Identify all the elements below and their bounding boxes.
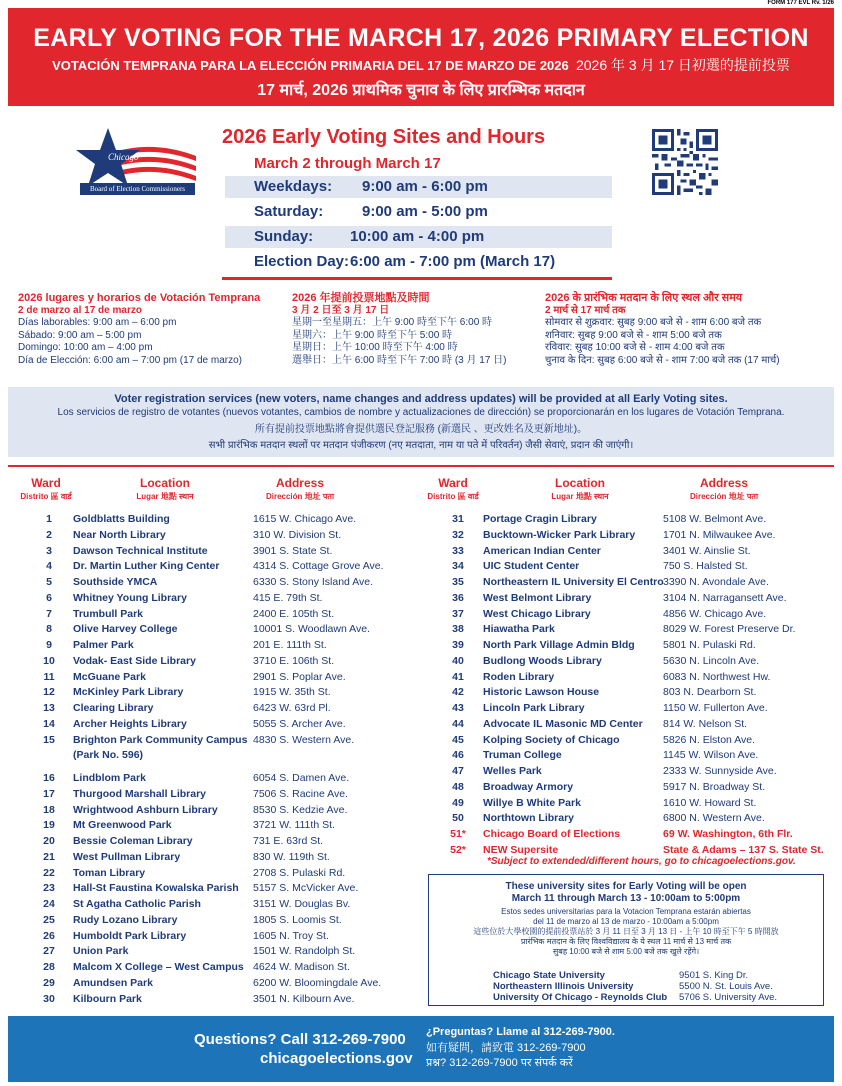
- site-address: 3151 W. Douglas Bv.: [253, 898, 351, 910]
- chinese-hours-line: 星期六：上午 9:00 時至下午 5:00 時: [292, 329, 453, 341]
- site-address: 310 W. Division St.: [253, 528, 342, 541]
- site-address: 1145 W. Wilson Ave.: [663, 749, 759, 762]
- site-location: Bucktown-Wicker Park Library: [483, 528, 636, 541]
- divider: [222, 277, 612, 280]
- contact-translations: [426, 1025, 615, 1072]
- site-location: Southside YMCA: [73, 576, 158, 588]
- ward-number: 1: [46, 513, 52, 525]
- hindi-hours-line: रविवार: सुबह 10:00 बजे से - शाम 4:00 बजे तक: [545, 342, 725, 353]
- spanish-hours-line: Días laborables: 9:00 am – 6:00 pm: [18, 317, 177, 328]
- ward-number: 11: [43, 670, 55, 683]
- site-location: Roden Library: [483, 670, 555, 683]
- site-address: 4830 S. Western Ave.: [253, 733, 355, 746]
- site-location: Rudy Lozano Library: [73, 913, 178, 926]
- site-address: 5157 S. McVicker Ave.: [253, 882, 359, 895]
- ward-number: 36: [452, 591, 464, 604]
- address-header-label: Address: [699, 476, 749, 490]
- site-location: West Chicago Library: [483, 607, 591, 620]
- university-hindi: प्रारंभिक मतदान के लिए विश्वविद्यालय के ये स्थल 11 मार्च से 13 मार्च तक: [520, 937, 732, 946]
- ward-number: 21: [43, 850, 55, 863]
- site-address: 201 E. 111th St.: [253, 639, 327, 651]
- site-location: Portage Cragin Library: [483, 513, 597, 525]
- ward-number: 45: [452, 733, 464, 746]
- site-address: 3721 W. 111th St.: [253, 819, 335, 832]
- site-location: Dawson Technical Institute: [73, 544, 208, 557]
- site-address: 8530 S. Kedzie Ave.: [253, 803, 348, 816]
- ward-number: 50: [452, 812, 464, 825]
- site-address: 6083 N. Northwest Hw.: [663, 670, 771, 683]
- contact-footer: [8, 1016, 834, 1082]
- ward-number: 31: [452, 513, 464, 525]
- hindi-hours-line: सोमवार से शुक्रवार: सुबह 9:00 बजे से - शाम 6:00 बजे तक: [545, 317, 762, 328]
- site-location: Near North Library: [73, 528, 166, 541]
- site-address: State & Adams – 137 S. State St.: [663, 843, 824, 856]
- ward-number: 8: [46, 623, 52, 636]
- site-address: 2333 W. Sunnyside Ave.: [663, 765, 777, 777]
- site-address: 803 N. Dearborn St.: [663, 686, 757, 699]
- site-address: 750 S. Halsted St.: [663, 560, 748, 573]
- ward-number: 20: [43, 835, 55, 847]
- ward-number: 12: [43, 686, 55, 699]
- ward-number: 19: [43, 819, 55, 832]
- location-header: [515, 476, 645, 502]
- spanish-hours-line: Domingo: 10:00 am – 4:00 pm: [18, 342, 153, 353]
- contact-hindi: प्रश्न? 312-269-7900 पर संपर्क करें: [426, 1057, 573, 1069]
- university-site-address: 5500 N. St. Louis Ave.: [679, 981, 773, 992]
- university-site-name: Northeastern Illinois University: [493, 981, 634, 992]
- site-location: Palmer Park: [73, 639, 134, 651]
- location-header-label: Location: [140, 476, 190, 490]
- spanish-hours-line: Día de Elección: 6:00 am – 7:00 pm (17 de marzo): [18, 354, 243, 366]
- ward-number: 27: [43, 945, 55, 958]
- site-location: Olive Harvey College: [73, 623, 178, 636]
- title-banner: [8, 8, 834, 106]
- site-address: 4624 W. Madison St.: [253, 961, 350, 973]
- location-header-sub: Lugar 地點 स्थान: [551, 492, 609, 501]
- site-address: 6200 W. Bloomingdale Ave.: [253, 976, 382, 989]
- ward-number: 10: [43, 654, 55, 667]
- spanish-hours-dates: 2 de marzo al 17 de marzo: [18, 304, 142, 316]
- site-location: Hall-St Faustina Kowalska Parish: [73, 882, 239, 895]
- hours-title: 2026 Early Voting Sites and Hours: [222, 126, 546, 148]
- site-address: 1610 W. Howard St.: [663, 796, 757, 809]
- ward-number: 40: [452, 654, 464, 667]
- site-location: Kilbourn Park: [73, 992, 142, 1005]
- site-location: West Belmont Library: [483, 591, 592, 604]
- hours-day: Election Day:: [254, 253, 350, 270]
- site-address: 10001 S. Woodlawn Ave.: [253, 623, 370, 636]
- site-address: 4856 W. Chicago Ave.: [663, 607, 767, 620]
- questions-phone: Questions? Call 312-269-7900: [194, 1031, 406, 1048]
- chinese-hours-block: [292, 292, 507, 367]
- ward-number: 26: [43, 929, 55, 942]
- site-address: 3401 W. Ainslie St.: [663, 544, 751, 557]
- site-location: Union Park: [73, 945, 129, 958]
- notice-english: Voter registration services (new voters, name changes and address updates) will be provided at all Early Voting sites.: [114, 393, 728, 405]
- university-site-address: 5706 S. University Ave.: [679, 992, 778, 1003]
- hours-time: 10:00 am - 4:00 pm: [350, 228, 485, 245]
- site-location: Kolping Society of Chicago: [483, 733, 620, 746]
- site-address: 4314 S. Cottage Grove Ave.: [253, 560, 384, 573]
- site-address: 2708 S. Pulaski Rd.: [253, 866, 346, 879]
- hours-row-saturday: [225, 201, 612, 223]
- site-location: Chicago Board of Elections: [483, 828, 621, 840]
- spanish-hours-block: [18, 292, 260, 367]
- location-header: [100, 476, 230, 502]
- chinese-hours-dates: 3 月 2 日至 3 月 17 日: [292, 304, 390, 316]
- chinese-hours-line: 星期日：上午 10:00 時至下午 4:00 時: [292, 342, 458, 353]
- site-address: 814 W. Nelson St.: [663, 717, 748, 730]
- ward-number: 41: [452, 670, 464, 683]
- site-location: Archer Heights Library: [73, 717, 187, 730]
- site-location: McGuane Park: [73, 670, 146, 683]
- university-sites-box: [428, 874, 824, 1006]
- university-spanish: Estos sedes universitarias para la Votacion Temprana estarán abiertas: [501, 907, 751, 916]
- ward-number: 28: [43, 961, 55, 973]
- spanish-hours-line: Sábado: 9:00 am – 5:00 pm: [18, 329, 142, 341]
- title-hindi: 17 मार्च, 2026 प्राथमिक चुनाव के लिए प्रारम्भिक मतदान: [257, 82, 585, 99]
- hours-time: 9:00 am - 5:00 pm: [362, 203, 488, 220]
- site-address: 5108 W. Belmont Ave.: [663, 513, 767, 525]
- ward-number: 48: [452, 780, 464, 793]
- hindi-hours-title: 2026 के प्रारंभिक मतदान के लिए स्थल और समय: [545, 292, 743, 304]
- site-location: McKinley Park Library: [73, 686, 184, 699]
- hindi-hours-block: [545, 292, 780, 367]
- ward-number: 13: [43, 702, 55, 714]
- hours-day: Sunday:: [254, 228, 314, 245]
- site-address: 2901 S. Poplar Ave.: [253, 670, 346, 683]
- ward-number: 23: [43, 882, 55, 895]
- ward-number: 51*: [450, 828, 466, 840]
- site-address: 3901 S. State St.: [253, 544, 333, 557]
- chinese-hours-line: 選舉日：上午 6:00 時至下午 7:00 時 (3 月 17 日): [292, 354, 507, 366]
- university-dates: March 11 through March 13 - 10:00am to 5:00pm: [511, 893, 741, 904]
- ward-number: 49: [452, 796, 464, 809]
- ward-number: 46: [452, 749, 464, 762]
- university-site-name: University Of Chicago - Reynolds Club: [493, 992, 668, 1003]
- site-address: 1805 S. Loomis St.: [253, 913, 342, 926]
- ward-number: 32: [452, 528, 464, 541]
- site-address: 1915 W. 35th St.: [253, 686, 331, 699]
- ward-number: 14: [43, 717, 55, 730]
- hours-time: 9:00 am - 6:00 pm: [362, 178, 488, 195]
- site-location: Northtown Library: [483, 812, 574, 825]
- hours-day: Saturday:: [254, 203, 324, 220]
- ward-number: 30: [43, 992, 55, 1005]
- qr-code-icon[interactable]: [652, 129, 718, 195]
- ward-header-label: Ward: [438, 476, 468, 490]
- university-chinese: 這些位於大學校園的提前投票站於 3 月 11 日至 3 月 13 日 - 上午 10 時至下午 5 時開放: [473, 927, 779, 936]
- ward-number: 39: [452, 639, 464, 651]
- address-header-sub: Dirección 地址 पता: [265, 492, 335, 501]
- hindi-hours-line: शनिवार: सुबह 9:00 बजे से - शाम 5:00 बजे तक: [545, 329, 722, 341]
- university-heading: These university sites for Early Voting will be open: [505, 881, 747, 892]
- site-location-detail: (Park No. 596): [73, 749, 144, 762]
- site-address: 5917 N. Broadway St.: [663, 780, 766, 793]
- site-location: Brighton Park Community Campus: [73, 733, 248, 746]
- university-hindi-hours: सुबह 10:00 बजे से शाम 5:00 बजे तक खुले रहेंगे।: [552, 947, 700, 956]
- site-address: 1150 W. Fullerton Ave.: [663, 702, 768, 714]
- site-location: Vodak- East Side Library: [73, 654, 196, 667]
- hours-row-election-day: [225, 251, 612, 273]
- site-location: Welles Park: [483, 765, 542, 777]
- site-location: UIC Student Center: [483, 560, 580, 573]
- site-address: 830 W. 119th St.: [253, 850, 330, 863]
- ward-number: 4: [46, 560, 52, 573]
- site-address: 3710 E. 106th St.: [253, 654, 335, 667]
- site-address: 3501 N. Kilbourn Ave.: [253, 992, 355, 1005]
- site-location: American Indian Center: [483, 544, 601, 557]
- site-address: 5801 N. Pulaski Rd.: [663, 639, 756, 651]
- site-address: 6330 S. Stony Island Ave.: [253, 576, 374, 588]
- site-location: Advocate IL Masonic MD Center: [483, 717, 643, 730]
- hindi-hours-dates: 2 मार्च से 17 मार्च तक: [545, 304, 626, 316]
- logo-caption: Board of Election Commissioners: [80, 183, 195, 195]
- site-address: 69 W. Washington, 6th Flr.: [663, 828, 793, 840]
- site-location: Thurgood Marshall Library: [73, 787, 207, 800]
- ward-number: 38: [452, 623, 464, 636]
- page-title: EARLY VOTING FOR THE MARCH 17, 2026 PRIMARY ELECTION: [33, 24, 809, 52]
- site-address: 1605 N. Troy St.: [253, 929, 329, 942]
- notice-chinese: 所有提前投票地點將會提供選民登記服務 (新選民 、更改姓名及更新地址)。: [254, 424, 588, 435]
- site-location: Malcom X College – West Campus: [73, 961, 244, 973]
- site-address: 8029 W. Forest Preserve Dr.: [663, 623, 796, 636]
- site-location: Northeastern IL University El Centro: [483, 576, 664, 588]
- notice-spanish: Los servicios de registro de votantes (nuevos votantes, cambios de nombre y actualizaciones de dirección) se proporcionarán en los lugares de Votación Temprana.: [57, 407, 785, 418]
- site-location: Lindblom Park: [73, 772, 146, 784]
- site-location: NEW Supersite: [483, 843, 559, 856]
- form-code: FORM 177 EVL Rv. 1/26: [767, 0, 834, 6]
- chinese-hours-title: 2026 年提前投票地點及時間: [292, 292, 430, 304]
- site-address: 6054 S. Damen Ave.: [253, 772, 350, 784]
- contact-chinese: 如有疑問，請致電 312-269-7900: [426, 1041, 586, 1054]
- hours-dates: March 2 through March 17: [254, 155, 441, 172]
- ward-number: 6: [46, 591, 52, 604]
- site-address: 415 E. 79th St.: [253, 591, 323, 604]
- ward-number: 17: [43, 787, 55, 800]
- site-location: Goldblatts Building: [73, 513, 170, 525]
- university-site-name: Chicago State University: [493, 970, 605, 981]
- address-header: [674, 476, 774, 502]
- ward-number: 34: [452, 560, 464, 573]
- hours-day: Weekdays:: [254, 178, 333, 195]
- ward-header: [16, 476, 76, 502]
- site-location: Bessie Coleman Library: [73, 835, 193, 847]
- ward-number: 52*: [450, 843, 466, 856]
- address-header-sub: Dirección 地址 पता: [689, 492, 759, 501]
- ward-number: 24: [43, 898, 55, 910]
- site-location: West Pullman Library: [73, 850, 181, 863]
- hours-time: 6:00 am - 7:00 pm (March 17): [350, 253, 556, 270]
- registration-notice: [8, 387, 834, 457]
- ward-number: 2: [46, 528, 52, 541]
- site-location: Budlong Woods Library: [483, 654, 602, 667]
- site-address: 2400 E. 105th St.: [253, 607, 335, 620]
- site-location: Dr. Martin Luther King Center: [73, 560, 220, 573]
- site-location: Humboldt Park Library: [73, 929, 187, 942]
- ward-header-label: Ward: [31, 476, 61, 490]
- title-chinese: 2026 年 3 月 17 日初選的提前投票: [575, 57, 790, 73]
- location-header-label: Location: [555, 476, 605, 490]
- title-translations: [8, 55, 834, 75]
- divider: [8, 465, 834, 467]
- ward-number: 7: [46, 607, 52, 620]
- site-location: Historic Lawson House: [483, 686, 600, 699]
- ward-header: [422, 476, 484, 502]
- site-address: 7506 S. Racine Ave.: [253, 787, 348, 800]
- location-header-sub: Lugar 地點 स्थान: [136, 492, 194, 501]
- site-location: Clearing Library: [73, 702, 154, 714]
- ward-number: 22: [43, 866, 55, 879]
- ward-number: 47: [452, 765, 464, 777]
- chinese-hours-line: 星期一至星期五：上午 9:00 時至下午 6:00 時: [292, 317, 493, 328]
- ward-number: 43: [452, 702, 464, 714]
- site-address: 1615 W. Chicago Ave.: [253, 513, 357, 525]
- ward-number: 35: [452, 576, 464, 588]
- site-location: Wrightwood Ashburn Library: [73, 803, 218, 816]
- ward-number: 3: [46, 544, 52, 557]
- ward-number: 29: [43, 976, 55, 989]
- ward-number: 42: [452, 686, 464, 699]
- university-spanish-dates: del 11 de marzo al 13 de marzo - 10:00am a 5:00pm: [533, 917, 719, 926]
- website-link[interactable]: chicagoelections.gov: [260, 1050, 413, 1067]
- site-location: Willye B White Park: [483, 796, 581, 809]
- site-location: Mt Greenwood Park: [73, 819, 172, 832]
- site-location: Truman College: [483, 749, 562, 762]
- ward-number: 25: [43, 913, 55, 926]
- site-location: North Park Village Admin Bldg: [483, 639, 635, 651]
- ward-number: 16: [43, 772, 55, 784]
- site-address: 3390 N. Avondale Ave.: [663, 576, 769, 588]
- site-location: Toman Library: [73, 866, 146, 879]
- site-address: 5826 N. Elston Ave.: [663, 733, 756, 746]
- site-location: Trumbull Park: [73, 607, 144, 620]
- address-header-label: Address: [275, 476, 325, 490]
- site-location: St Agatha Catholic Parish: [73, 898, 201, 910]
- hours-row-sunday: [225, 226, 612, 248]
- site-location: Whitney Young Library: [73, 591, 187, 604]
- footnote: *Subject to extended/different hours, go to chicagoelections.gov.: [487, 856, 796, 867]
- site-address: 1701 N. Milwaukee Ave.: [663, 528, 776, 541]
- site-address: 731 E. 63rd St.: [253, 835, 324, 847]
- notice-hindi: सभी प्रारंभिक मतदान स्थलों पर मतदान पंजीकरण (नए मतदाता, नाम या पते में परिवर्तन) जैसी सेवाएं, प्रदान की जाएंगी।: [208, 440, 634, 451]
- ward-number: 18: [43, 803, 55, 816]
- ward-number: 33: [452, 544, 464, 557]
- hours-row-weekdays: [225, 176, 612, 198]
- site-address: 6800 N. Western Ave.: [663, 812, 765, 825]
- site-address: 5630 N. Lincoln Ave.: [663, 654, 760, 667]
- site-address: 5055 S. Archer Ave.: [253, 717, 346, 730]
- ward-number: 5: [46, 576, 52, 588]
- ward-header-sub: Distrito 區 वार्ड: [20, 492, 72, 501]
- hindi-hours-line: चुनाव के दिन: सुबह 6:00 बजे से - शाम 7:00 बजे तक (17 मार्च): [545, 354, 780, 366]
- university-site-address: 9501 S. King Dr.: [679, 970, 749, 981]
- site-address: 6423 W. 63rd Pl.: [253, 702, 331, 714]
- site-location: Amundsen Park: [73, 976, 153, 989]
- site-address: 1501 W. Randolph St.: [253, 945, 356, 958]
- ward-number: 15: [43, 733, 55, 746]
- site-location: Broadway Armory: [483, 780, 574, 793]
- ward-number: 9: [46, 639, 52, 651]
- site-address: 3104 N. Narragansett Ave.: [663, 591, 787, 604]
- spanish-hours-title: 2026 lugares y horarios de Votación Temprana: [18, 292, 261, 304]
- ward-header-sub: Distrito 區 वार्ड: [427, 492, 479, 501]
- ward-number: 44: [452, 717, 464, 730]
- address-header: [250, 476, 350, 502]
- logo-city: Chicago: [108, 152, 139, 162]
- site-location: Lincoln Park Library: [483, 702, 585, 714]
- title-spanish: VOTACIÓN TEMPRANA PARA LA ELECCIÓN PRIMARIA DEL 17 DE MARZO DE 2026: [52, 58, 569, 73]
- ward-number: 37: [452, 607, 464, 620]
- contact-spanish: ¿Preguntas? Llame al 312-269-7900.: [426, 1026, 615, 1038]
- site-location: Hiawatha Park: [483, 623, 555, 636]
